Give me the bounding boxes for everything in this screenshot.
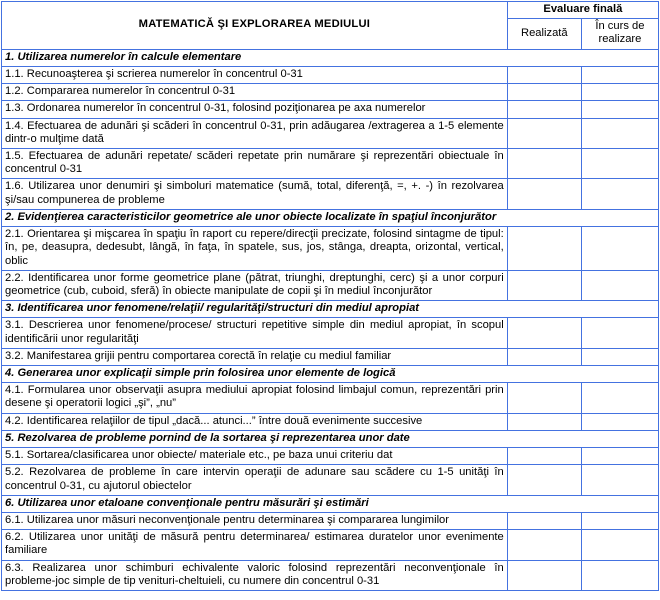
section-title: 2. Evidenţierea caracteristicilor geometrice ale unor obiecte localizate în spaţiul înconjurător — [2, 209, 659, 226]
mark-cell-realizata[interactable] — [507, 148, 581, 178]
evaluation-grid-table — [1, 1, 659, 591]
mark-cell-in-curs-de-realizare[interactable] — [581, 530, 658, 560]
section-title: 1. Utilizarea numerelor în calcule elementare — [2, 49, 659, 66]
mark-cell-in-curs-de-realizare[interactable] — [581, 318, 658, 348]
competence-description: 1.5. Efectuarea de adunări repetate/ scăderi repetate prin numărare şi reprezentări obiectuale în concentrul 0-31 — [2, 148, 508, 178]
section-row — [2, 49, 659, 66]
mark-cell-realizata[interactable] — [507, 348, 581, 365]
mark-cell-realizata[interactable] — [507, 383, 581, 413]
mark-cell-in-curs-de-realizare[interactable] — [581, 148, 658, 178]
competence-description: 5.2. Rezolvarea de probleme în care intervin operaţii de adunare sau scădere cu 1-5 unităţi în concentrul 0-31, cu ajutorul obiectelor — [2, 465, 508, 495]
competence-description: 2.2. Identificarea unor forme geometrice plane (pătrat, triunghi, dreptunghi, cerc) şi a unor corpuri geometrice (cub, cuboid, sferă) în obiecte manipulate de copii şi în mediul înconjurător — [2, 270, 508, 300]
competence-row — [2, 348, 659, 365]
mark-cell-realizata[interactable] — [507, 270, 581, 300]
competence-row — [2, 465, 659, 495]
mark-cell-realizata[interactable] — [507, 84, 581, 101]
competence-row — [2, 383, 659, 413]
section-title: 5. Rezolvarea de probleme pornind de la sortarea şi reprezentarea unor date — [2, 430, 659, 447]
competence-row — [2, 530, 659, 560]
mark-cell-realizata[interactable] — [507, 179, 581, 209]
competence-description: 1.6. Utilizarea unor denumiri şi simboluri matematice (sumă, total, diferenţă, =, +. -) în rezolvarea şi/sau compunerea de probleme — [2, 179, 508, 209]
mark-cell-in-curs-de-realizare[interactable] — [581, 270, 658, 300]
competence-row — [2, 413, 659, 430]
competence-description: 1.2. Compararea numerelor în concentrul 0-31 — [2, 84, 508, 101]
competence-row — [2, 318, 659, 348]
section-row — [2, 301, 659, 318]
mark-cell-in-curs-de-realizare[interactable] — [581, 348, 658, 365]
competence-description: 4.1. Formularea unor observaţii asupra mediului apropiat folosind limbajul comun, reprezentări prin desene şi operatorii logici „şi”, „nu” — [2, 383, 508, 413]
competence-description: 6.1. Utilizarea unor măsuri neconvenţionale pentru determinarea şi compararea lungimilor — [2, 513, 508, 530]
mark-cell-in-curs-de-realizare[interactable] — [581, 101, 658, 118]
header-row-title — [2, 2, 659, 19]
mark-cell-in-curs-de-realizare[interactable] — [581, 118, 658, 148]
mark-cell-in-curs-de-realizare[interactable] — [581, 383, 658, 413]
competence-row — [2, 513, 659, 530]
section-row — [2, 366, 659, 383]
mark-cell-in-curs-de-realizare[interactable] — [581, 227, 658, 271]
mark-cell-realizata[interactable] — [507, 530, 581, 560]
mark-cell-in-curs-de-realizare[interactable] — [581, 413, 658, 430]
competence-description: 4.2. Identificarea relaţiilor de tipul „dacă... atunci...” între două evenimente succesive — [2, 413, 508, 430]
section-title: 4. Generarea unor explicaţii simple prin folosirea unor elemente de logică — [2, 366, 659, 383]
competence-description: 2.1. Orientarea şi mişcarea în spaţiu în raport cu repere/direcţii precizate, folosind sintagme de tipul: în, pe, deasupra, dedesubt, lângă, în faţa, în spatele, sus, jos, stânga, dreapta, orizontal, vertical, oblic — [2, 227, 508, 271]
mark-cell-realizata[interactable] — [507, 118, 581, 148]
competence-row — [2, 448, 659, 465]
mark-cell-in-curs-de-realizare[interactable] — [581, 513, 658, 530]
section-row — [2, 430, 659, 447]
competence-row — [2, 227, 659, 271]
competence-description: 3.1. Descrierea unor fenomene/procese/ structuri repetitive simple din mediul apropiat, în scopul identificării unor regularităţi — [2, 318, 508, 348]
section-row — [2, 209, 659, 226]
competence-description: 1.1. Recunoaşterea şi scrierea numerelor în concentrul 0-31 — [2, 66, 508, 83]
mark-cell-realizata[interactable] — [507, 318, 581, 348]
section-title: 3. Identificarea unor fenomene/relaţii/ regularităţi/structuri din mediul apropiat — [2, 301, 659, 318]
mark-cell-realizata[interactable] — [507, 227, 581, 271]
competence-description: 6.2. Utilizarea unor unităţi de măsură pentru determinarea/ estimarea duratelor unor evenimente familiare — [2, 530, 508, 560]
evaluation-group-header: Evaluare finală — [507, 2, 658, 19]
evaluation-column-header-2: În curs de realizare — [581, 19, 658, 49]
competence-row — [2, 148, 659, 178]
competence-description: 6.3. Realizarea unor schimburi echivalente valoric folosind reprezentări neconvenţionale în probleme-joc simple de tip venituri-cheltuieli, cu numere din concentrul 0-31 — [2, 560, 508, 590]
competence-description: 1.4. Efectuarea de adunări şi scăderi în concentrul 0-31, prin adăugarea /extragerea a 1-5 elemente dintr-o mulţime dată — [2, 118, 508, 148]
mark-cell-in-curs-de-realizare[interactable] — [581, 179, 658, 209]
mark-cell-realizata[interactable] — [507, 66, 581, 83]
mark-cell-realizata[interactable] — [507, 560, 581, 590]
competence-row — [2, 560, 659, 590]
mark-cell-realizata[interactable] — [507, 465, 581, 495]
mark-cell-in-curs-de-realizare[interactable] — [581, 465, 658, 495]
evaluation-column-header-1: Realizată — [507, 19, 581, 49]
mark-cell-realizata[interactable] — [507, 513, 581, 530]
mark-cell-in-curs-de-realizare[interactable] — [581, 560, 658, 590]
mark-cell-realizata[interactable] — [507, 413, 581, 430]
competence-description: 5.1. Sortarea/clasificarea unor obiecte/ materiale etc., pe baza unui criteriu dat — [2, 448, 508, 465]
mark-cell-in-curs-de-realizare[interactable] — [581, 448, 658, 465]
section-title: 6. Utilizarea unor etaloane convenţionale pentru măsurări şi estimări — [2, 495, 659, 512]
mark-cell-in-curs-de-realizare[interactable] — [581, 66, 658, 83]
competence-row — [2, 66, 659, 83]
competence-row — [2, 84, 659, 101]
mark-cell-in-curs-de-realizare[interactable] — [581, 84, 658, 101]
competence-description: 3.2. Manifestarea grijii pentru comportarea corectă în relaţie cu mediul familiar — [2, 348, 508, 365]
competence-row — [2, 270, 659, 300]
mark-cell-realizata[interactable] — [507, 101, 581, 118]
subject-title: MATEMATICĂ ŞI EXPLORAREA MEDIULUI — [2, 2, 508, 50]
competence-description: 1.3. Ordonarea numerelor în concentrul 0-31, folosind poziţionarea pe axa numerelor — [2, 101, 508, 118]
section-row — [2, 495, 659, 512]
competence-row — [2, 101, 659, 118]
mark-cell-realizata[interactable] — [507, 448, 581, 465]
competence-row — [2, 118, 659, 148]
competence-row — [2, 179, 659, 209]
